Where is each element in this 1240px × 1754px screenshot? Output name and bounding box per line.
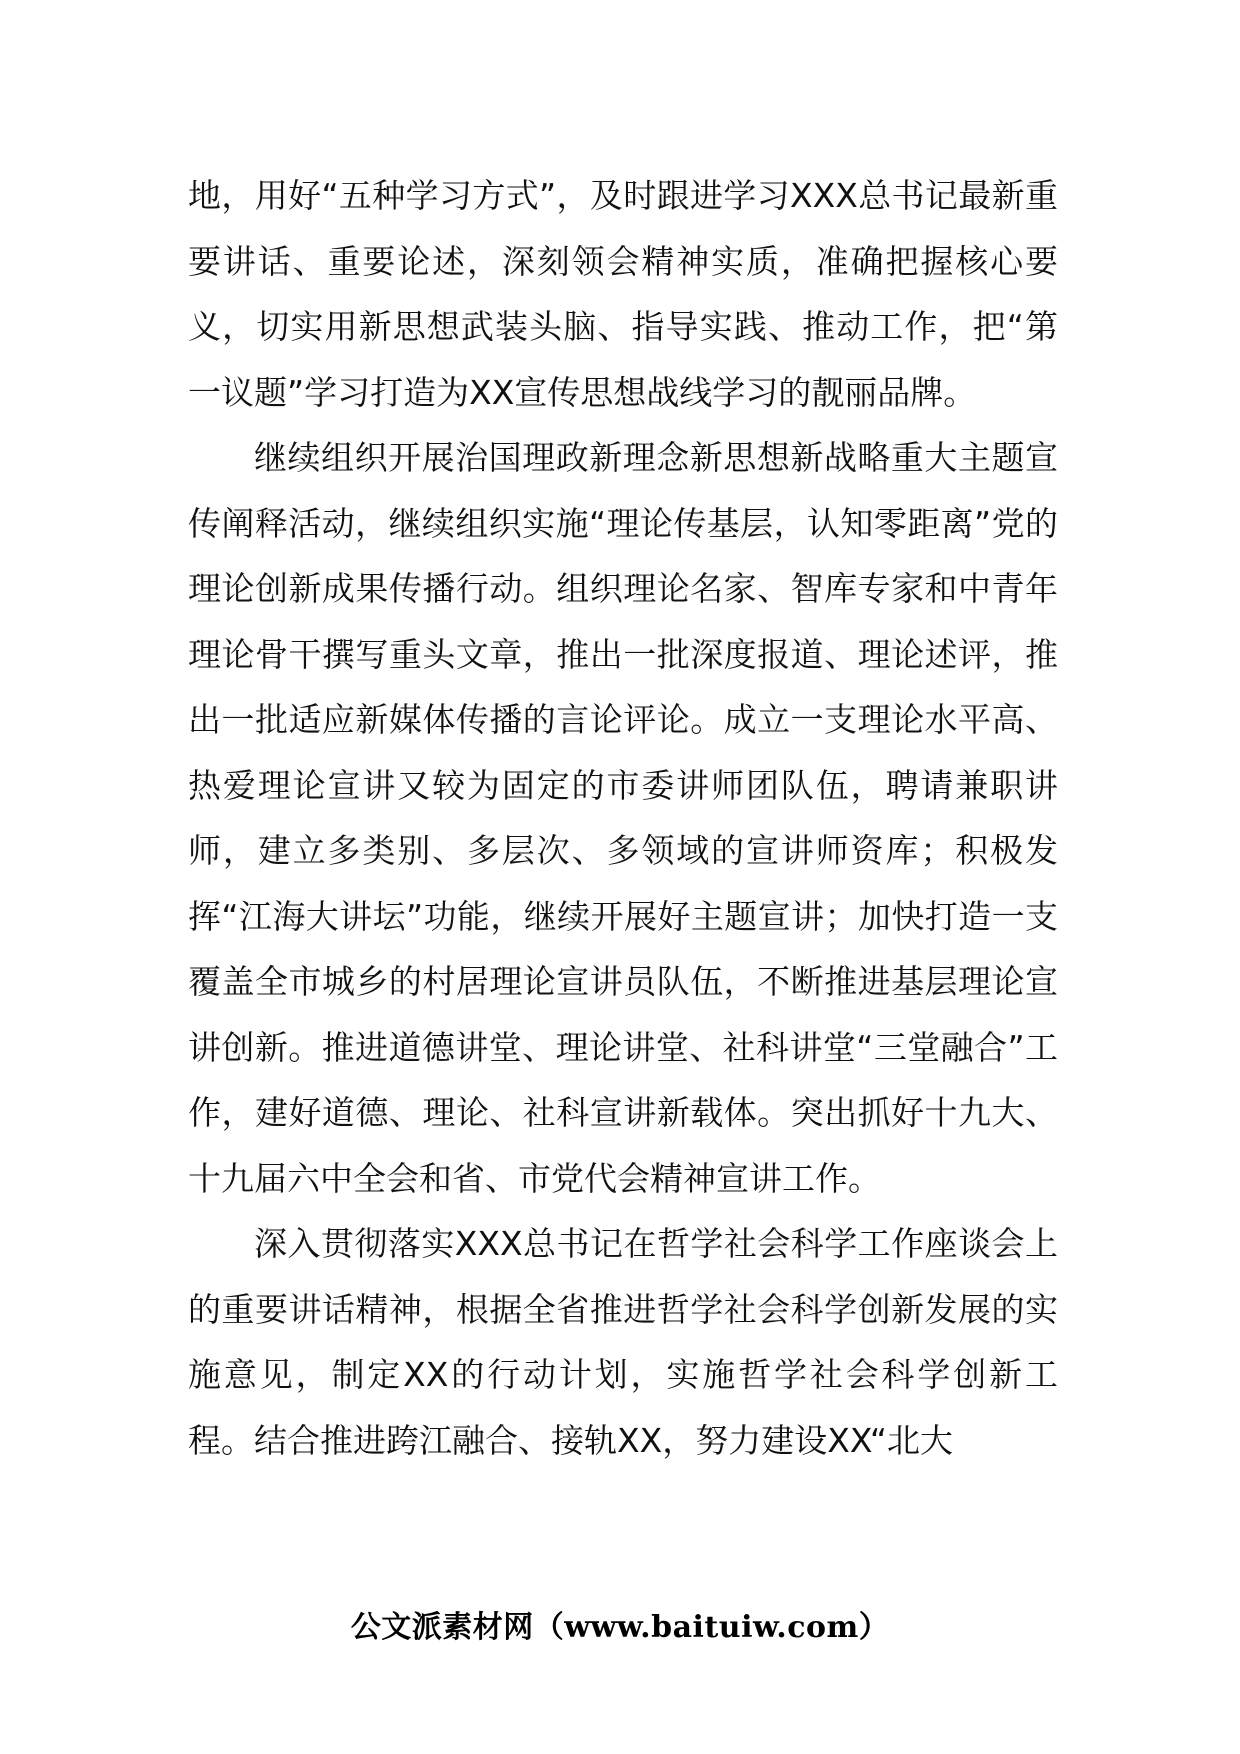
footer-watermark: 公文派素材网（www.baituiw.com） — [350, 1610, 890, 1645]
document-body — [188, 163, 1058, 1473]
paragraph-2: 继续组织开展治国理政新理念新思想新战略重大主题宣传阐释活动，继续组织实施“理论传基层，认知零距离”党的理论创新成果传播行动。组织理论名家、智库专家和中青年理论骨干撰写重头文章，推出一批深度报道、理论述评，推出一批适应新媒体传播的言论评论。成立一支理论水平高、热爱理论宣讲又较为固定的市委讲师团队伍，聘请兼职讲师，建立多类别、多层次、多领域的宣讲师资库；积极发挥“江海大讲坛”功能，继续开展好主题宣讲；加快打造一支覆盖全市城乡的村居理论宣讲员队伍，不断推进基层理论宣讲创新。推进道德讲堂、理论讲堂、社科讲堂“三堂融合”工作，建好道德、理论、社科宣讲新载体。突出抓好十九大、十九届六中全会和省、市党代会精神宣讲工作。 — [188, 438, 1058, 1198]
paragraph-1: 地，用好“五种学习方式”，及时跟进学习XXX总书记最新重要讲话、重要论述，深刻领会精神实质，准确把握核心要义，切实用新思想武装头脑、指导实践、推动工作，把“第一议题”学习打造为XX宣传思想战线学习的靓丽品牌。 — [188, 176, 1058, 412]
paragraph-3: 深入贯彻落实XXX总书记在哲学社会科学工作座谈会上的重要讲话精神，根据全省推进哲学社会科学创新发展的实施意见，制定XX的行动计划，实施哲学社会科学创新工程。结合推进跨江融合、接轨XX，努力建设XX“北大 — [188, 1224, 1058, 1460]
